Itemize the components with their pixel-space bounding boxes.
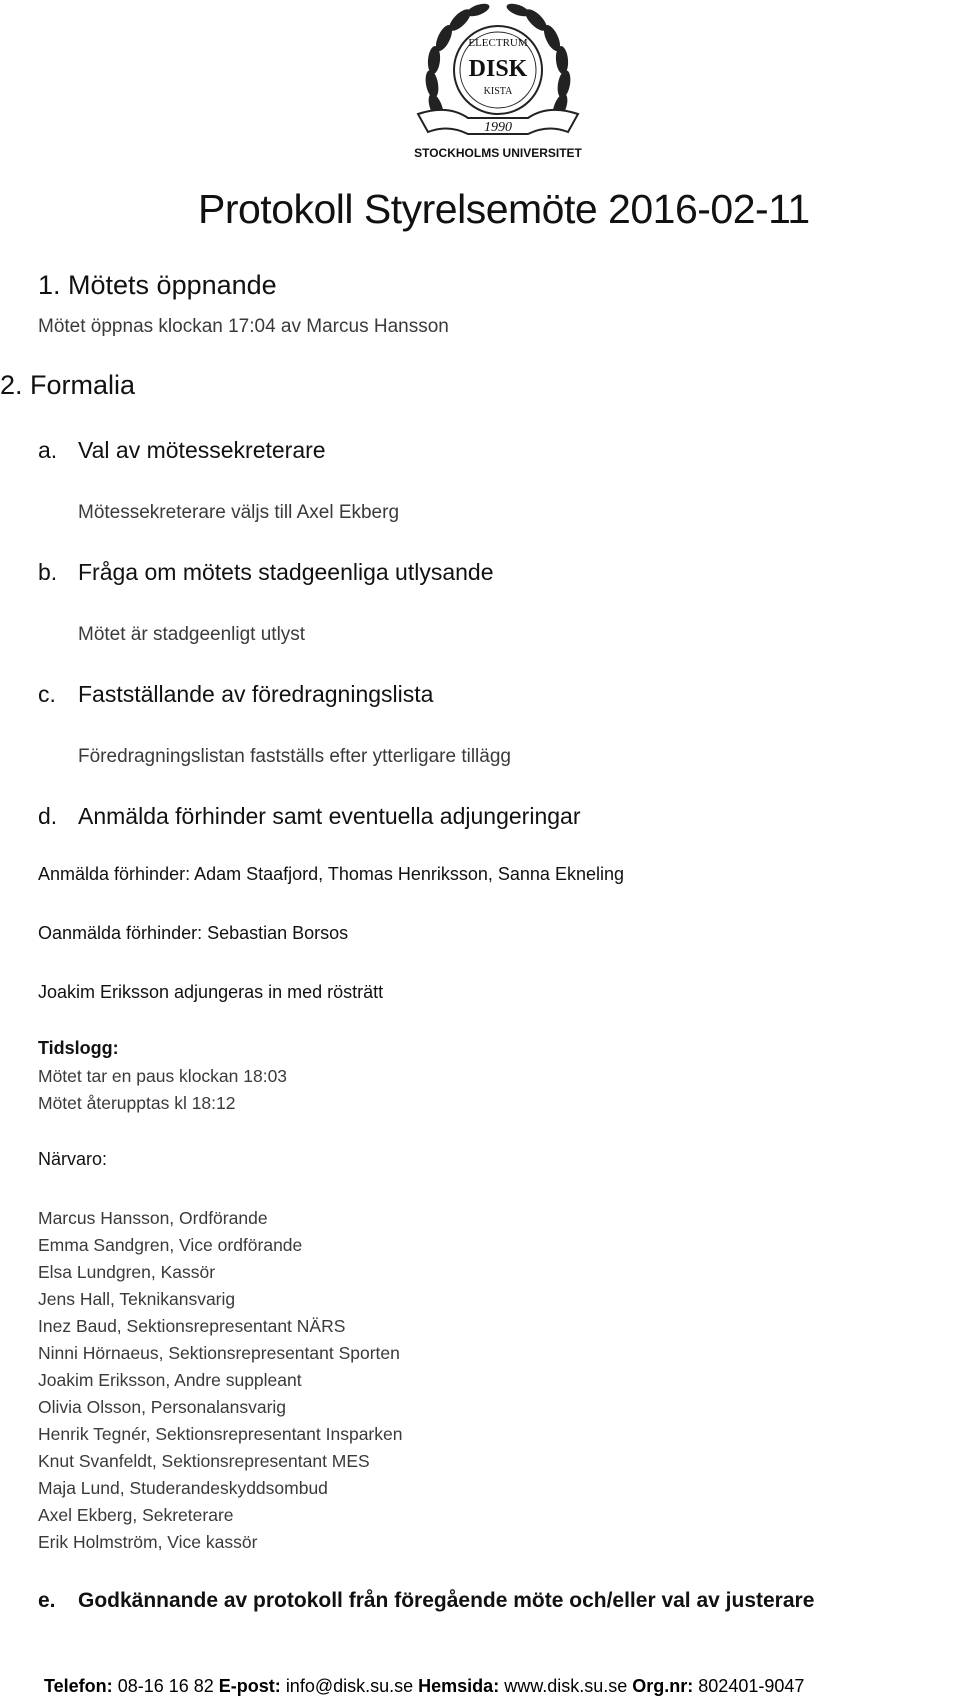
list-item: Emma Sandgren, Vice ordförande [38, 1235, 303, 1255]
narvaro-label: Närvaro: [38, 1149, 108, 1169]
item-d-heading [38, 803, 580, 830]
footer-email[interactable]: info@disk.su.se [285, 1676, 414, 1696]
list-item: Mötet återupptas kl 18:12 [38, 1093, 236, 1113]
list-item: Olivia Olsson, Personalansvarig [38, 1397, 287, 1417]
svg-text:ELECTRUM: ELECTRUM [468, 37, 528, 49]
item-e-heading [38, 1589, 814, 1613]
svg-text:KISTA: KISTA [483, 86, 513, 97]
page-title: Protokoll Styrelsemöte 2016-02-11 [198, 186, 810, 232]
item-a-label: a. [38, 437, 58, 463]
disk-logo [408, 2, 588, 162]
item-e-title: Godkännande av protokoll från föregående möte och/eller val av justerare [78, 1589, 815, 1612]
tidslogg-label: Tidslogg: [38, 1038, 119, 1058]
footer-org: 802401-9047 [698, 1676, 805, 1696]
item-d-text-2: Oanmälda förhinder: Sebastian Borsos [38, 923, 349, 943]
section-2-heading: 2. Formalia [0, 370, 136, 400]
list-item: Inez Baud, Sektionsrepresentant NÄRS [38, 1316, 346, 1336]
footer [44, 1676, 804, 1697]
list-item: Mötet tar en paus klockan 18:03 [38, 1066, 288, 1086]
footer-web[interactable]: www.disk.su.se [504, 1676, 628, 1696]
item-a-text: Mötessekreterare väljs till Axel Ekberg [78, 502, 400, 523]
footer-org-label: Org.nr: [632, 1676, 694, 1696]
list-item: Joakim Eriksson, Andre suppleant [38, 1370, 302, 1390]
section-1-text: Mötet öppnas klockan 17:04 av Marcus Hansson [38, 316, 449, 337]
item-c-label: c. [38, 681, 56, 707]
list-item: Marcus Hansson, Ordförande [38, 1208, 268, 1228]
narvaro-list [38, 1205, 402, 1556]
list-item: Maja Lund, Studerandeskyddsombud [38, 1478, 328, 1498]
list-item: Jens Hall, Teknikansvarig [38, 1289, 236, 1309]
tidslogg-list [38, 1063, 287, 1117]
svg-text:STOCKHOLMS UNIVERSITET: STOCKHOLMS UNIVERSITET [414, 146, 582, 160]
list-item: Henrik Tegnér, Sektionsrepresentant Insparken [38, 1424, 403, 1444]
svg-text:DISK: DISK [468, 56, 528, 82]
item-b-title: Fråga om mötets stadgeenliga utlysande [78, 559, 494, 585]
section-1-heading: 1. Mötets öppnande [38, 270, 277, 300]
item-c-title: Fastställande av föredragningslista [78, 681, 434, 707]
list-item: Elsa Lundgren, Kassör [38, 1262, 216, 1282]
item-a-title: Val av mötessekreterare [78, 437, 326, 463]
item-c-text: Föredragningslistan fastställs efter ytterligare tillägg [78, 746, 511, 767]
item-d-text-1: Anmälda förhinder: Adam Staafjord, Thomas Henriksson, Sanna Ekneling [38, 864, 624, 884]
item-b-text: Mötet är stadgeenligt utlyst [78, 624, 306, 645]
footer-phone: 08-16 16 82 [117, 1676, 214, 1696]
item-b-heading [38, 559, 494, 586]
item-d-text-3: Joakim Eriksson adjungeras in med rösträtt [38, 982, 384, 1002]
footer-web-label: Hemsida: [418, 1676, 500, 1696]
footer-phone-label: Telefon: [44, 1676, 113, 1696]
list-item: Knut Svanfeldt, Sektionsrepresentant MES [38, 1451, 370, 1471]
item-c-heading [38, 681, 433, 708]
item-d-label: d. [38, 803, 58, 829]
footer-email-label: E-post: [218, 1676, 281, 1696]
list-item: Axel Ekberg, Sekreterare [38, 1505, 234, 1525]
list-item: Ninni Hörnaeus, Sektionsrepresentant Sporten [38, 1343, 400, 1363]
svg-text:1990: 1990 [484, 120, 512, 135]
item-a-heading [38, 437, 326, 464]
item-b-label: b. [38, 559, 58, 585]
item-d-title: Anmälda förhinder samt eventuella adjungeringar [78, 803, 581, 829]
list-item: Erik Holmström, Vice kassör [38, 1532, 258, 1552]
item-e-label: e. [38, 1589, 56, 1612]
